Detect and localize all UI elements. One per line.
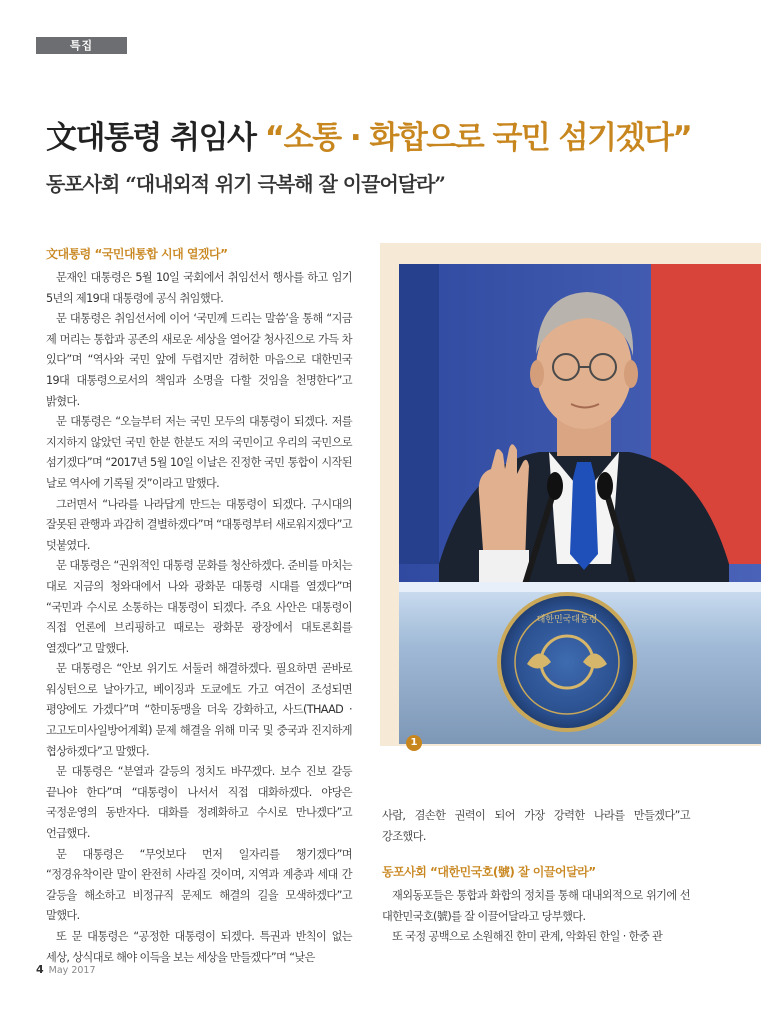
body-paragraph: 문 대통령은 “권위적인 대통령 문화를 청산하겠다. 준비를 마치는 대로 지금의 청와대에서 나와 광화문 대통령 시대를 열겠다”며 “국민과 수시로 소통하는 대통령이 되겠다. 주요 사안은 대통령이 직접 언론에 브리핑하고 때로는 광화문 광장에서 대토론회를 열겠다”고 말했다. (46, 559, 352, 655)
issue-date: May 2017 (48, 965, 96, 976)
photo-number-badge: 1 (406, 735, 422, 751)
body-paragraph: 또 문 대통령은 “공정한 대통령이 되겠다. 특권과 반칙이 없는 세상, 상식대로 해야 이득을 보는 세상을 만들겠다”며 “낮은 (46, 930, 352, 964)
body-paragraph: 문 대통령은 취임선서에 이어 ‘국민께 드리는 말씀’을 통해 “지금 제 머리는 통합과 공존의 새로운 세상을 열어갈 청사진으로 가득 차 있다”며 “역사와 국민 앞에 두렵지만 겸허한 마음으로 대한민국 19대 대통령으로서의 책임과 소명을 다할 것임을 천명한다”고 밝혔다. (46, 312, 352, 408)
article-title (46, 118, 691, 158)
right-column (382, 806, 690, 948)
page-number: 4 (36, 963, 44, 976)
president-photo (399, 264, 761, 744)
body-paragraph: 문 대통령은 “무엇보다 먼저 일자리를 챙기겠다”며 “정경유착이란 말이 완전히 사라질 것이며, 지역과 계층과 세대 간 갈등을 해소하고 비정규직 문제도 해결의 길을 모색하겠다”고 말했다. (46, 847, 352, 923)
body-paragraph: 문재인 대통령은 5월 10일 국회에서 취임선서 행사를 하고 임기 5년의 제19대 대통령에 공식 취임했다. (46, 271, 352, 305)
title-prefix: 文대통령 취임사 (46, 120, 265, 156)
body-paragraph: 그러면서 “나라를 나라답게 만드는 대통령이 되겠다. 구시대의 잘못된 관행과 과감히 결별하겠다”며 “대통령부터 새로워지겠다”고 덧붙였다. (46, 497, 352, 552)
body-paragraph: 문 대통령은 “분열과 갈등의 정치도 바꾸겠다. 보수 진보 갈등 끝나야 한다”며 “대통령이 나서서 직접 대화하겠다. 야당은 국정운영의 동반자다. 대화를 정례화하고 수시로 만나겠다”고 언급했다. (46, 765, 352, 841)
seal-text: 대한민국대통령 (536, 615, 598, 625)
section-tag: 특집 (36, 37, 127, 54)
title-quote: “소통 · 화합으로 국민 섬기겠다” (264, 120, 692, 156)
body-paragraph: 또 국정 공백으로 소원해진 한미 관계, 악화된 한일 · 한중 관 (392, 930, 663, 944)
body-paragraph: 문 대통령은 “안보 위기도 서둘러 해결하겠다. 필요하면 곧바로 워싱턴으로 날아가고, 베이징과 도쿄에도 가고 여건이 조성되면 평양에도 가겠다”며 “한미동맹을 더욱 강화하고, 사드(THAAD · 고고도미사일방어계획) 문제 해결을 위해 미국 및 중국과 진지하게 협상하겠다”고 말했다. (46, 662, 352, 758)
body-paragraph: 문 대통령은 “오늘부터 저는 국민 모두의 대통령이 되겠다. 저를 지지하지 않았던 국민 한분 한분도 저의 국민이고 우리의 국민으로 섬기겠다”며 “2017년 5월 10일 이날은 진정한 국민 통합이 시작된 날로 역사에 기록될 것”이라고 말했다. (46, 415, 352, 490)
photo-illustration (399, 264, 761, 744)
left-section-heading: 文대통령 “국민대통합 시대 열겠다” (46, 247, 228, 261)
article-subtitle: 동포사회 “대내외적 위기 극복해 잘 이끌어달라” (46, 172, 445, 196)
left-column (46, 245, 352, 968)
continued-paragraph: 사람, 겸손한 권력이 되어 가장 강력한 나라를 만들겠다”고 강조했다. (382, 809, 690, 843)
right-section-heading: 동포사회 “대한민국호(號) 잘 이끌어달라” (382, 865, 596, 880)
page-footer (36, 963, 96, 976)
body-paragraph: 재외동포들은 통합과 화합의 정치를 통해 대내외적으로 위기에 선 대한민국호(號)를 잘 이끌어달라고 당부했다. (382, 889, 690, 923)
